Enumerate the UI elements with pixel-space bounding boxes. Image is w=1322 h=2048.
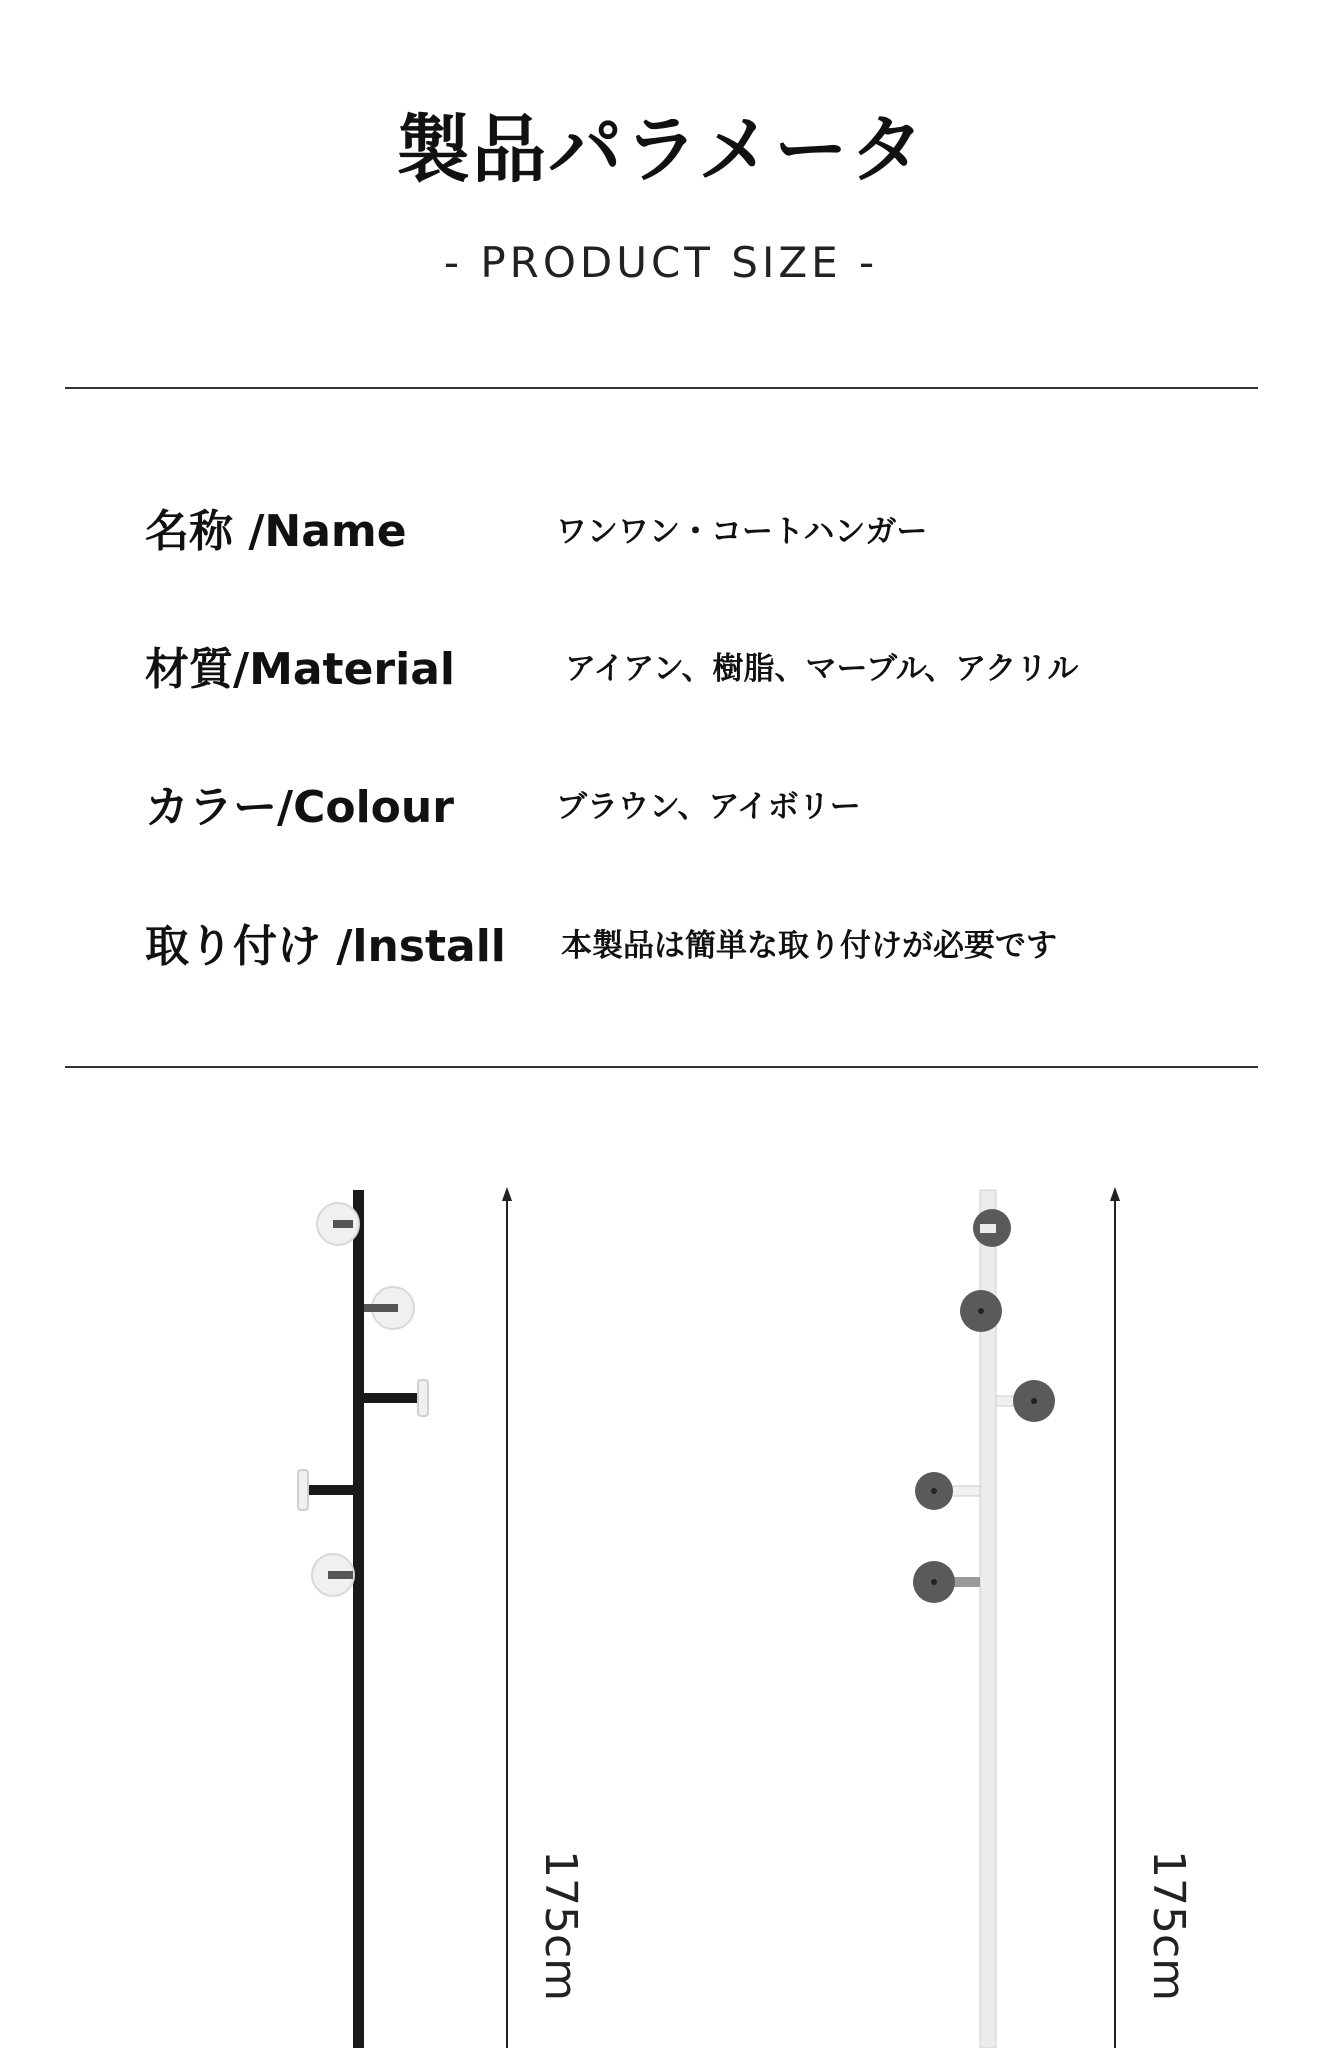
hanger-knob — [915, 1472, 980, 1510]
hanger-pole — [353, 1190, 364, 2048]
page-subtitle: - PRODUCT SIZE - — [443, 238, 879, 287]
white-coat-hanger — [913, 1190, 1055, 2048]
spec-value-name: ワンワン・コートハンガー — [556, 514, 928, 550]
arrow-up-icon — [1110, 1187, 1120, 1201]
hanger-knob — [960, 1290, 1002, 1332]
product-size-figure — [0, 1160, 1322, 2048]
spec-value-colour: ブラウン、アイボリー — [556, 789, 861, 825]
spec-value-install: 本製品は簡単な取り付けが必要です — [561, 928, 1057, 964]
spec-label-colour: カラー/Colour — [145, 782, 454, 833]
spec-label-material: 材質/Material — [145, 644, 455, 695]
spec-label-name: 名称 /Name — [145, 506, 407, 557]
hanger-knob — [364, 1380, 428, 1416]
bottom-divider — [65, 1066, 1258, 1068]
top-divider — [65, 387, 1258, 389]
height-indicator-black — [502, 1187, 586, 2048]
height-label: 175cm — [535, 1850, 586, 2002]
height-indicator-white — [1110, 1187, 1194, 2048]
hanger-knob — [317, 1203, 359, 1245]
hanger-knob — [298, 1470, 353, 1510]
height-label: 175cm — [1143, 1850, 1194, 2002]
hanger-knob — [364, 1287, 414, 1329]
hanger-knob — [973, 1209, 1011, 1247]
page-title: 製品パラメータ — [396, 107, 926, 193]
black-coat-hanger — [298, 1190, 428, 2048]
hanger-knob — [996, 1380, 1055, 1422]
arrow-up-icon — [502, 1187, 512, 1201]
spec-value-material: アイアン、樹脂、マーブル、アクリル — [565, 651, 1079, 687]
spec-label-install: 取り付け /lnstall — [145, 921, 506, 972]
hanger-knob — [312, 1554, 354, 1596]
hanger-knob — [913, 1561, 980, 1603]
